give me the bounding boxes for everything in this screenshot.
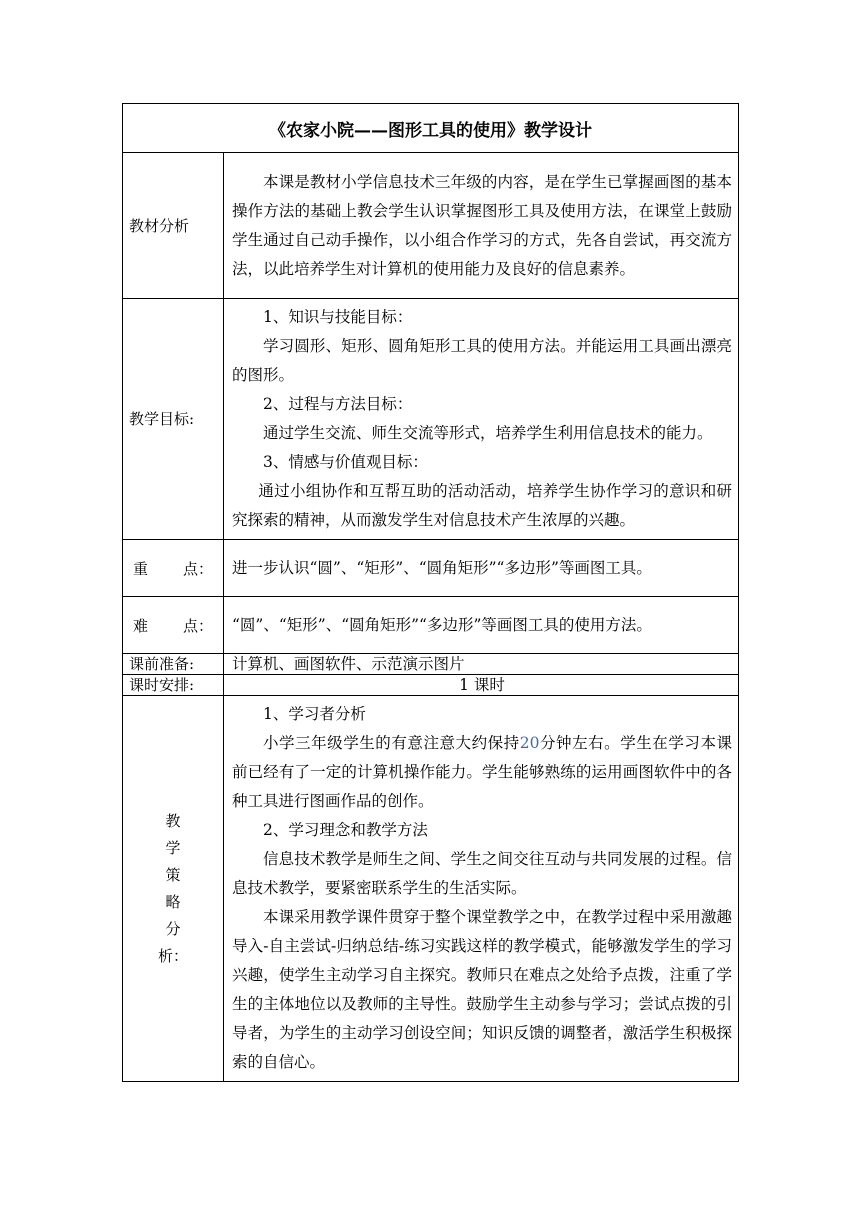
teaching-mode-text: 本课采用教学课件贯穿于整个课堂教学之中，在教学过程中采用激趣导入-自主尝试-归纳总结-练习实践这样的教学模式，能够激发学生的学习兴趣，使学生主动学习自主探究。教师只在难点之处给予点拨，注重了学生的主体地位以及教师的主导性。鼓励学生主动参与学习；尝试点拨的引导者，为学生的主动学习创设空间；知识反馈的调整者，激活学生积极探索的自信心。 [232, 908, 732, 1071]
preparation-label: 课前准备: [123, 654, 224, 675]
strategy-label-char: 学 [165, 838, 181, 857]
difficulty-text: “圆”、“矩形”、“圆角矩形”“多边形”等画图工具的使用方法。 [232, 615, 652, 634]
goal-1-text: 学习圆形、矩形、圆角矩形工具的使用方法。并能运用工具画出漂亮的图形。 [232, 337, 732, 384]
strategy-content [224, 696, 739, 1082]
strategy-label-char: 策 [165, 865, 181, 884]
goal-1-heading: 1、知识与技能目标： [263, 308, 413, 326]
material-analysis-text: 本课是教材小学信息技术三年级的内容，是在学生已掌握画图的基本操作方法的基础上教会学生认识掌握图形工具及使用方法，在课堂上鼓励学生通过自己动手操作，以小组合作学习的方式，先各自尝试，再交流方法，以此培养学生对计算机的使用能力及良好的信息素养。 [232, 172, 732, 278]
attention-minutes-number: 20 [519, 734, 540, 752]
material-analysis-row [123, 153, 739, 299]
teaching-goals-row [123, 299, 739, 540]
teaching-method-heading: 2、学习理念和教学方法 [263, 821, 428, 839]
strategy-label-char: 析： [157, 946, 188, 965]
learner-analysis-heading: 1、学习者分析 [263, 705, 366, 723]
key-points-label [123, 540, 224, 597]
key-points-label-a: 重 [133, 559, 149, 578]
learner-analysis-text-pre: 小学三年级学生的有意注意大约保持 [263, 734, 520, 752]
goal-3-text: 通过小组协作和互帮互助的活动活动，培养学生协作学习的意识和研究探索的精神，从而激发学生对信息技术产生浓厚的兴趣。 [232, 482, 732, 529]
key-points-text: 进一步认识“圆”、“矩形”、“圆角矩形”“多边形”等画图工具。 [232, 558, 652, 577]
difficulty-row [123, 597, 739, 654]
goal-3-heading: 3、情感与价值观目标： [263, 453, 428, 471]
teaching-method-text: 信息技术教学是师生之间、学生之间交往互动与共同发展的过程。信息技术教学，要紧密联系学生的生活实际。 [232, 850, 732, 897]
strategy-row [123, 696, 739, 1082]
goal-2-text: 通过学生交流、师生交流等形式，培养学生利用信息技术的能力。 [263, 424, 713, 442]
difficulty-label-b: 点： [183, 616, 214, 635]
key-points-content [224, 540, 739, 597]
strategy-label-char: 分 [165, 919, 181, 938]
strategy-label-char: 教 [165, 811, 181, 830]
difficulty-content [224, 597, 739, 654]
teaching-goals-content [224, 299, 739, 540]
document-title: 《农家小院——图形工具的使用》教学设计 [123, 104, 739, 153]
class-hours-row [123, 675, 739, 696]
difficulty-label-a: 难 [133, 616, 149, 635]
strategy-label-char: 略 [165, 892, 181, 911]
strategy-label [123, 696, 224, 1082]
difficulty-label [123, 597, 224, 654]
learner-analysis-text-post: 分钟左右。学生在学习本课前已经有了一定的计算机操作能力。学生能够熟练的运用画图软件中的各种工具进行图画作品的创作。 [232, 734, 732, 810]
preparation-row [123, 654, 739, 675]
preparation-text: 计算机、画图软件、示范演示图片 [224, 654, 739, 675]
learner-analysis-text [232, 729, 732, 816]
class-hours-text: 1 课时 [224, 675, 739, 696]
class-hours-label: 课时安排: [123, 675, 224, 696]
lesson-plan-table [122, 103, 739, 1082]
material-analysis-content [224, 153, 739, 299]
teaching-goals-label: 教学目标: [123, 299, 224, 540]
title-row [123, 104, 739, 153]
material-analysis-label: 教材分析 [123, 153, 224, 299]
key-points-label-b: 点： [183, 559, 214, 578]
key-points-row [123, 540, 739, 597]
goal-2-heading: 2、过程与方法目标： [263, 395, 413, 413]
